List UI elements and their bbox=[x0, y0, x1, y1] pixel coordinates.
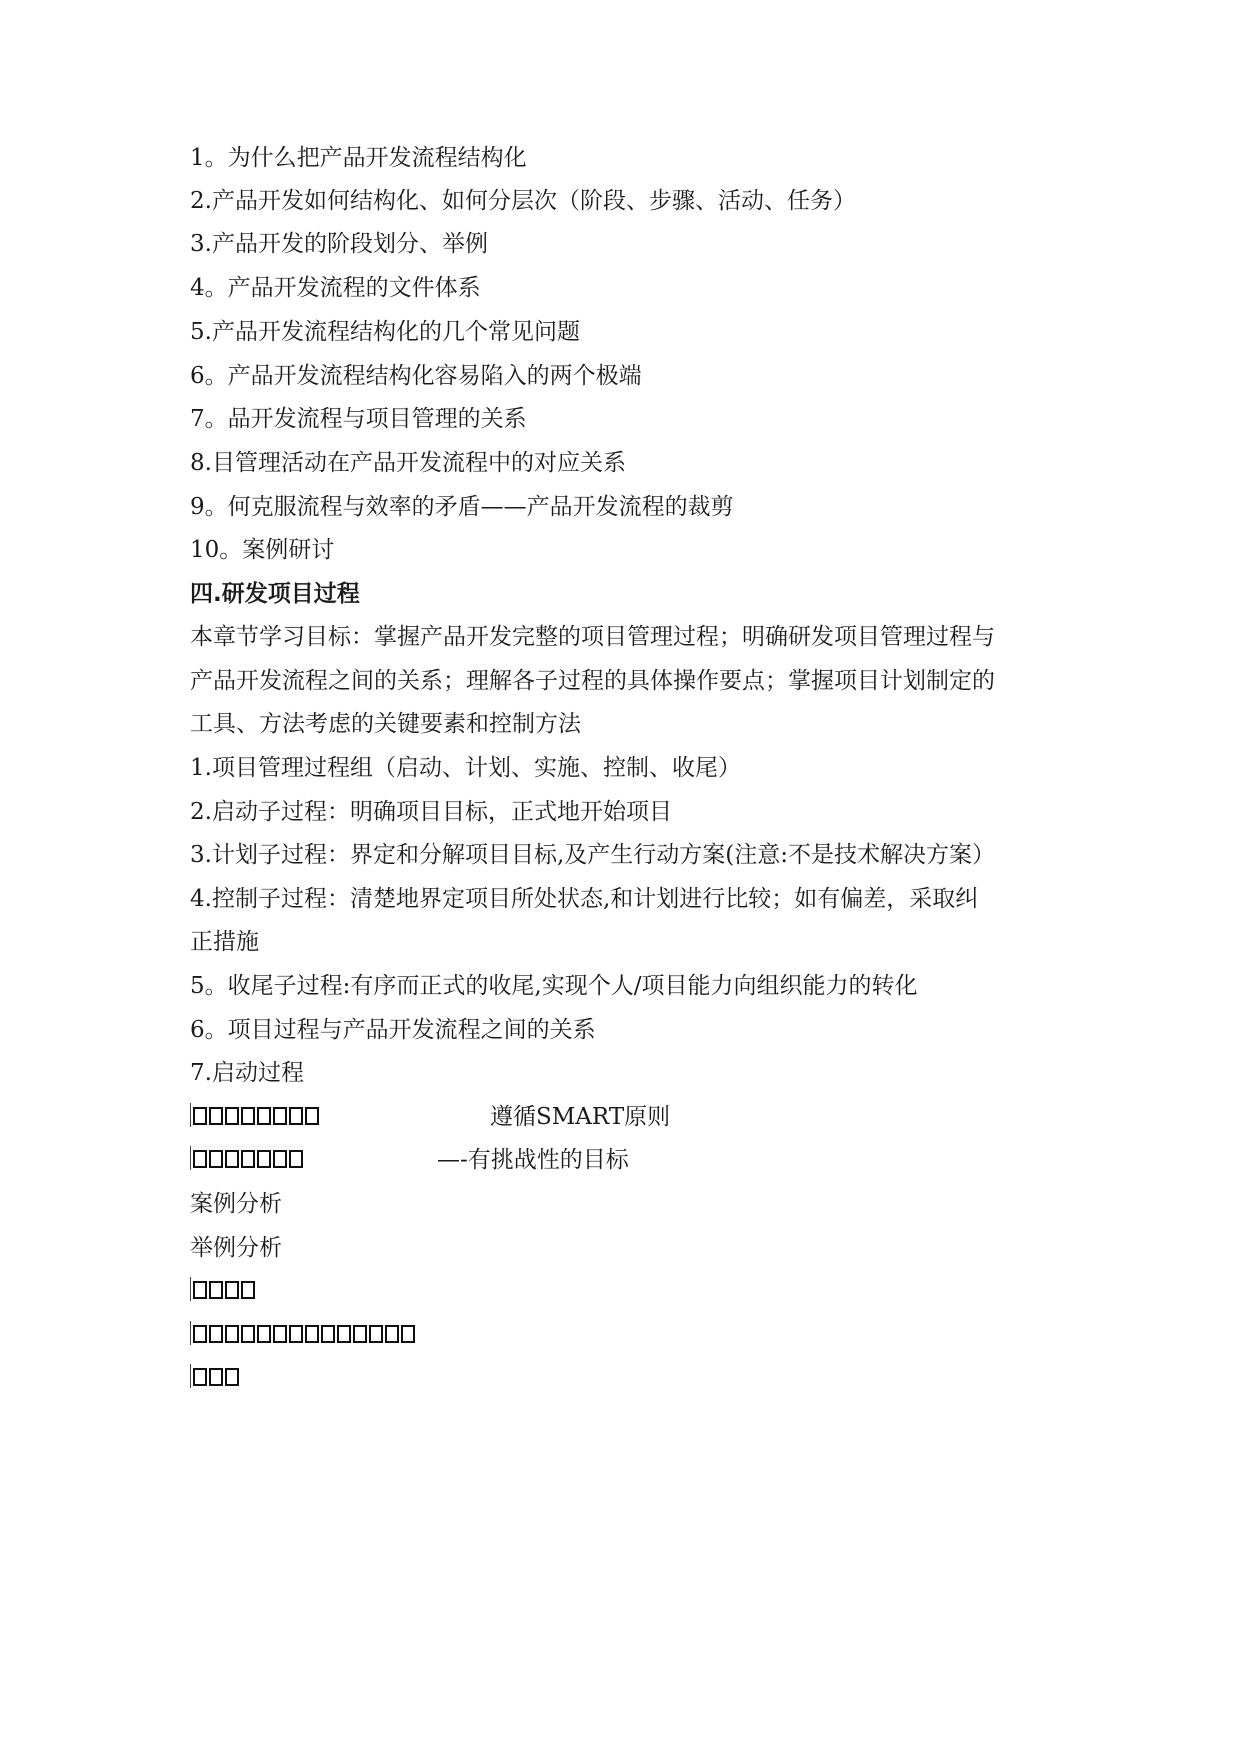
objective-line: 产品开发流程之间的关系；理解各子过程的具体操作要点；掌握项目计划制定的 bbox=[190, 668, 995, 694]
list-item: 2.产品开发如何结构化、如何分层次（阶段、步骤、活动、任务） bbox=[190, 188, 856, 214]
smart-note: 遵循SMART原则 bbox=[490, 1104, 671, 1130]
objective-line: 本章节学习目标：掌握产品开发完整的项目管理过程；明确研发项目管理过程与 bbox=[190, 624, 995, 650]
list-item: 6。项目过程与产品开发流程之间的关系 bbox=[190, 1017, 596, 1043]
garbled-text-line bbox=[190, 1102, 321, 1132]
list-item: 1。为什么把产品开发流程结构化 bbox=[190, 145, 527, 171]
list-item: 5。收尾子过程:有序而正式的收尾,实现个人/项目能力向组织能力的转化 bbox=[190, 973, 918, 999]
text-cursor-mark bbox=[190, 1364, 191, 1388]
list-item: 5.产品开发流程结构化的几个常见问题 bbox=[190, 319, 580, 345]
garbled-text-line bbox=[190, 1145, 305, 1175]
list-item: 4.控制子过程：清楚地界定项目所处状态,和计划进行比较；如有偏差，采取纠 bbox=[190, 886, 979, 912]
missing-glyph-boxes bbox=[193, 1276, 257, 1306]
missing-glyph-boxes bbox=[193, 1102, 321, 1132]
list-item: 9。何克服流程与效率的矛盾——产品开发流程的裁剪 bbox=[190, 494, 734, 520]
list-item: 3.产品开发的阶段划分、举例 bbox=[190, 231, 488, 257]
example-analysis: 举例分析 bbox=[190, 1235, 282, 1261]
text-cursor-mark bbox=[190, 1146, 191, 1170]
list-item: 7。品开发流程与项目管理的关系 bbox=[190, 406, 527, 432]
section-heading: 四.研发项目过程 bbox=[190, 581, 360, 607]
list-item: 1.项目管理过程组（启动、计划、实施、控制、收尾） bbox=[190, 755, 741, 781]
garbled-text-line bbox=[190, 1320, 417, 1350]
list-item: 3.计划子过程：界定和分解项目目标,及产生行动方案(注意:不是技术解决方案） bbox=[190, 842, 995, 868]
list-item: 8.目管理活动在产品开发流程中的对应关系 bbox=[190, 450, 626, 476]
text-cursor-mark bbox=[190, 1277, 191, 1301]
missing-glyph-boxes bbox=[193, 1145, 305, 1175]
list-item: 6。产品开发流程结构化容易陷入的两个极端 bbox=[190, 363, 642, 389]
list-item: 7.启动过程 bbox=[190, 1060, 304, 1086]
list-item: 10。案例研讨 bbox=[190, 537, 335, 563]
list-item: 4。产品开发流程的文件体系 bbox=[190, 275, 481, 301]
case-analysis: 案例分析 bbox=[190, 1191, 282, 1217]
text-cursor-mark bbox=[190, 1103, 191, 1127]
missing-glyph-boxes bbox=[193, 1363, 241, 1393]
list-item-continued: 正措施 bbox=[190, 929, 259, 955]
missing-glyph-boxes bbox=[193, 1320, 417, 1350]
list-item: 2.启动子过程：明确项目目标，正式地开始项目 bbox=[190, 799, 672, 825]
challenge-note: —-有挑战性的目标 bbox=[437, 1147, 629, 1173]
text-cursor-mark bbox=[190, 1321, 191, 1345]
objective-line: 工具、方法考虑的关键要素和控制方法 bbox=[190, 711, 581, 737]
garbled-text-line bbox=[190, 1363, 241, 1393]
garbled-text-line bbox=[190, 1276, 257, 1306]
